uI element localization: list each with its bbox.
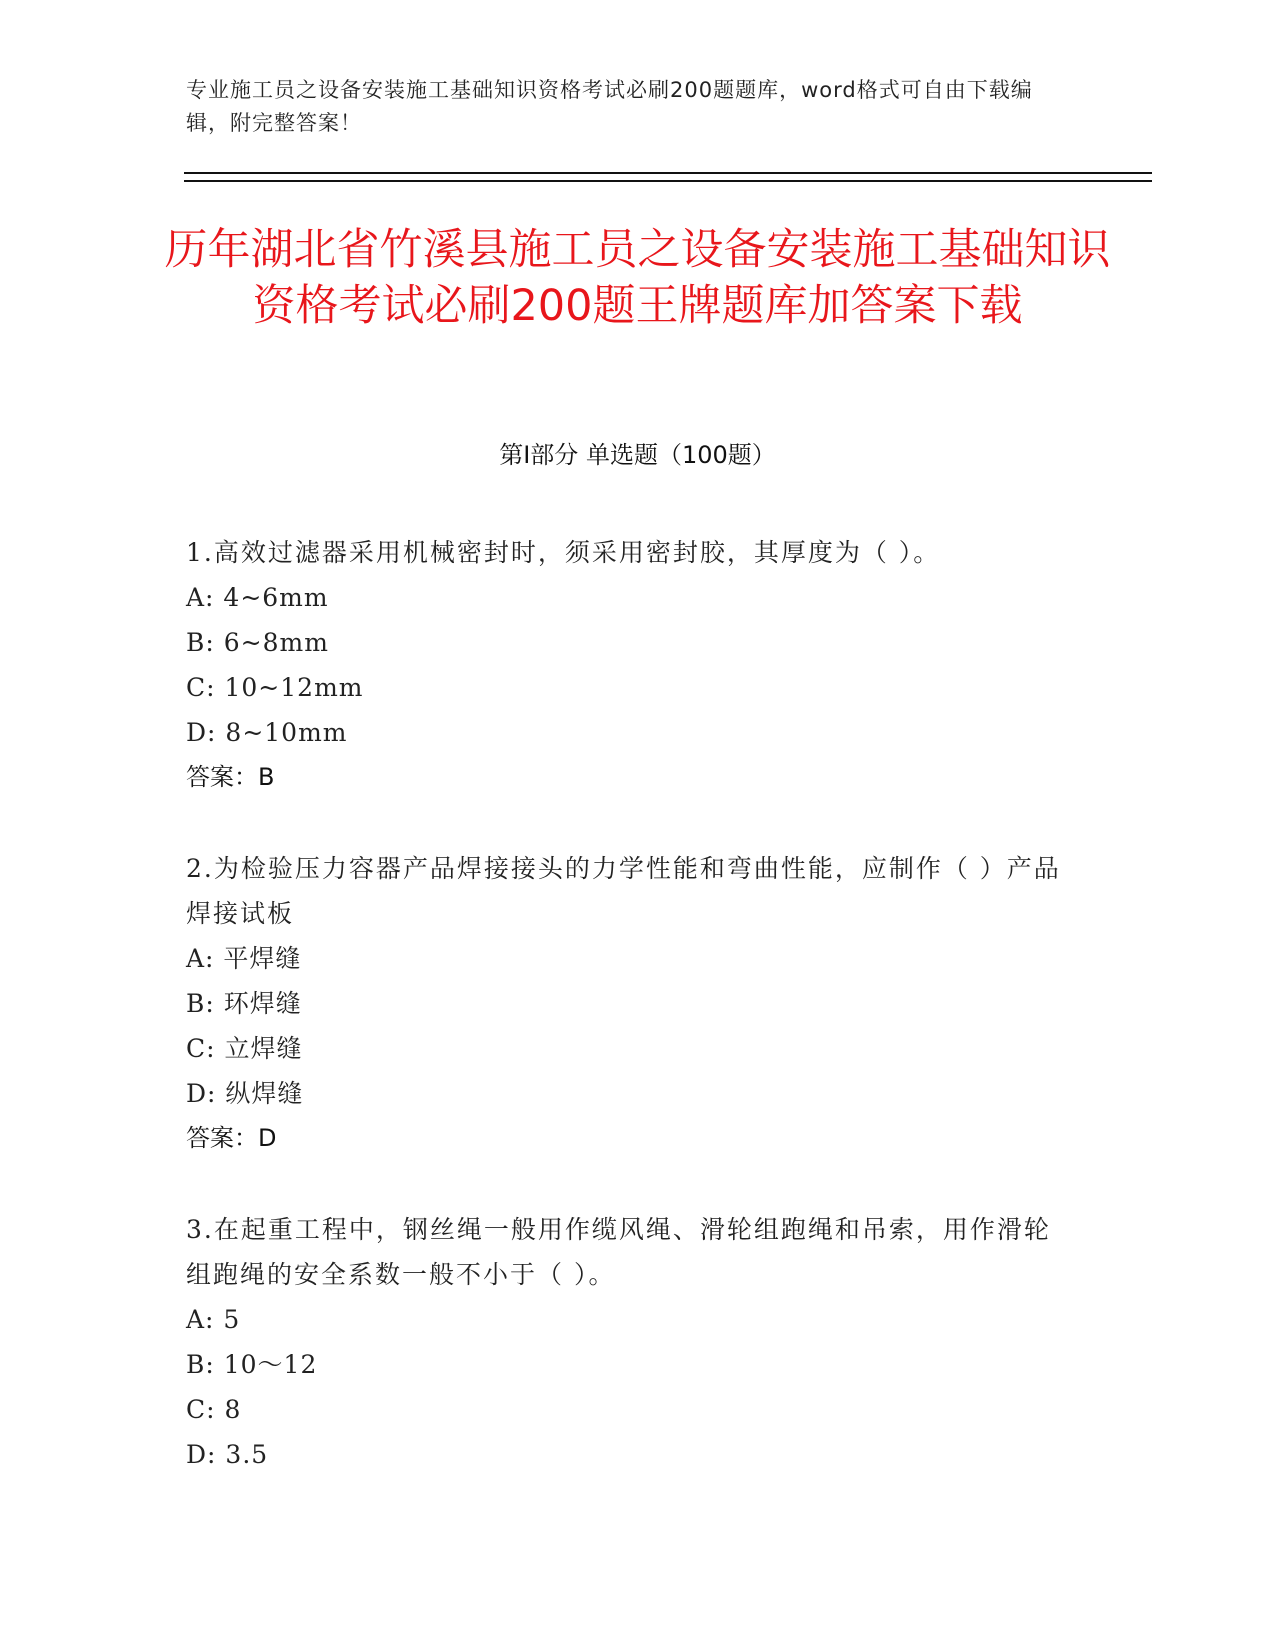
option-d: D: 纵焊缝 — [186, 1079, 304, 1108]
option-b: B: 6~8mm — [186, 628, 329, 657]
option-a: A: 4~6mm — [186, 583, 329, 612]
option-c: C: 8 — [186, 1395, 242, 1424]
option-a: A: 5 — [186, 1305, 241, 1334]
question-list — [186, 530, 1066, 1523]
option-a: A: 平焊缝 — [186, 944, 302, 973]
question-3 — [186, 1207, 1066, 1477]
question-stem: 3.在起重工程中，钢丝绳一般用作缆风绳、滑轮组跑绳和吊索，用作滑轮组跑绳的安全系数一般不小于（ ）。 — [186, 1215, 1051, 1289]
question-1 — [186, 530, 1066, 800]
question-stem: 1.高效过滤器采用机械密封时，须采用密封胶，其厚度为（ ）。 — [186, 538, 941, 567]
header-divider-bottom — [184, 180, 1152, 182]
option-c: C: 立焊缝 — [186, 1034, 303, 1063]
option-d: D: 8~10mm — [186, 718, 348, 747]
section-heading: 第I部分 单选题（100题） — [499, 441, 776, 469]
answer: 答案：D — [186, 1124, 277, 1152]
document-title: 历年湖北省竹溪县施工员之设备安装施工基础知识资格考试必刷200题王牌题库加答案下载 — [164, 225, 1111, 331]
option-b: B: 10～12 — [186, 1350, 318, 1379]
question-stem: 2.为检验压力容器产品焊接接头的力学性能和弯曲性能，应制作（ ）产品焊接试板 — [186, 854, 1061, 928]
option-b: B: 环焊缝 — [186, 989, 302, 1018]
option-d: D: 3.5 — [186, 1440, 269, 1469]
answer: 答案：B — [186, 763, 275, 791]
question-2 — [186, 846, 1066, 1161]
header-divider-top — [184, 172, 1152, 174]
option-c: C: 10~12mm — [186, 673, 364, 702]
header-note: 专业施工员之设备安装施工基础知识资格考试必刷200题题库，word格式可自由下载编辑，附完整答案！ — [186, 78, 1033, 135]
